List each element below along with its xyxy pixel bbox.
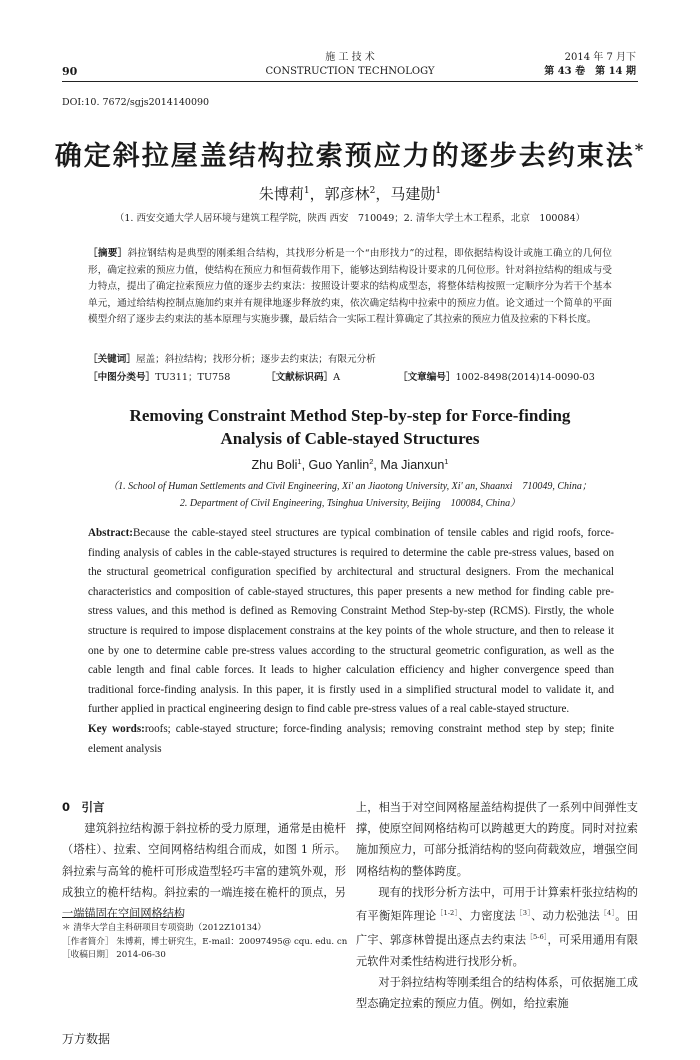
- author-cn-sup: 2: [369, 186, 376, 196]
- clc-value: TU311；TU758: [155, 372, 231, 383]
- author-en-sup: 2: [369, 457, 374, 466]
- author-cn: 马建勋: [390, 185, 436, 203]
- keywords-en-text: roofs; cable-stayed structure; force-finding analysis; removing constraint method step by step; finite element analysis: [88, 722, 615, 755]
- watermark: 万方数据: [62, 1032, 111, 1046]
- keywords-en: [88, 720, 614, 759]
- abstract-cn-label: ［摘要］: [88, 248, 128, 259]
- article-number: [398, 369, 595, 386]
- text-run: 现有的找形分析方法中，可用于计算索杆张拉结构的有平衡矩阵理论: [356, 885, 638, 923]
- journal-name-en: CONSTRUCTION TECHNOLOGY: [265, 66, 435, 77]
- keywords-cn-text: 屋盖；斜拉结构；找形分析；逐步去约束法；有限元分析: [135, 354, 376, 365]
- doc-label: ［文献标识码］: [266, 372, 334, 383]
- author-en: Zhu Boli: [251, 458, 298, 473]
- text-run: 。田广宇、郭彦林曾提出逐点去约束法: [356, 909, 638, 947]
- doi: DOI:10. 7672/sgjs2014140090: [62, 97, 210, 108]
- keywords-en-label: Key words:: [88, 722, 145, 735]
- journal-name-cn: 施 工 技 术: [325, 52, 375, 63]
- title-cn: [0, 134, 700, 173]
- affiliation-en-line1: （1. School of Human Settlements and Civil Engineering, Xi' an Jiaotong University, Xi' an, Shaanxi 710049, China；: [108, 481, 592, 492]
- page-number: 90: [62, 65, 78, 78]
- doc-code: [266, 369, 340, 386]
- affiliation-en-line2: 2. Department of Civil Engineering, Tsinghua University, Beijing 100084, China）: [179, 498, 521, 509]
- left-column: [62, 797, 346, 924]
- authors-en: Zhu Boli$^1$, Guo Yanlin$^2$, Ma Jianxun$^1$: [251, 457, 449, 473]
- right-column: [356, 797, 638, 1015]
- header-rule: [62, 81, 638, 82]
- title-en-line1: Removing Constraint Method Step-by-step for Force-finding: [129, 406, 571, 425]
- citation: ［3］: [515, 909, 532, 918]
- intro-paragraph-left: 建筑斜拉结构源于斜拉桥的受力原理，通常是由桅杆（塔柱）、拉索、空间网格结构组合而成，如图 1 所示。斜拉索与高耸的桅杆可形成造型轻巧丰富的建筑外观，形成独立的桅杆结构。斜拉索的一端连接在桅杆的顶点，另一端锚固在空间网格结构: [62, 822, 346, 921]
- right-paragraph-2: [356, 882, 638, 972]
- text-run: ，可采用通用有限元软件对柔性结构进行找形分析。: [356, 933, 638, 968]
- right-paragraph-1: 上，相当于对空间网格屋盖结构提供了一系列中间弹性支撑，使原空间网格结构可以跨越更大的跨度。同时对拉索施加预应力，可部分抵消结构的竖向荷载效应，增强空间网格结构的整体跨度。: [356, 801, 638, 878]
- abstract-en-label: Abstract:: [88, 527, 133, 539]
- affiliation-en: [0, 478, 700, 512]
- title-cn-text: 确定斜拉屋盖结构拉索预应力的逐步去约束法: [54, 141, 635, 172]
- author-en-sup: 1: [444, 457, 449, 466]
- citation: ［5-6］: [526, 932, 548, 941]
- abstract-cn: [88, 246, 612, 329]
- footnote-funding: ＊ 清华大学自主科研项目专项资助（2012Z10134）: [62, 923, 267, 933]
- affiliation-cn: （1. 西安交通大学人居环境与建筑工程学院，陕西 西安 710049；2. 清华大学土木工程系，北京 100084）: [114, 213, 586, 224]
- right-paragraph-3: 对于斜拉结构等刚柔组合的结构体系，可依据施工成型态确定拉索的预应力值。例如，给拉索施: [356, 976, 638, 1011]
- footnote-received: ［收稿日期］ 2014-06-30: [62, 950, 166, 960]
- text-run: 、力密度法: [458, 909, 516, 923]
- article-value: 1002-8498(2014)14-0090-03: [455, 372, 595, 383]
- footnotes: [62, 922, 348, 963]
- abstract-en-text: Because the cable-stayed steel structures are typical combination of tensile cables and rigid roofs, force-finding analysis of cables in the cable-stayed structures is required to determine the cable pre-stress values, based on the structural geometrical configuration specified by architectural and structural designers. From the mechanical characteristics and composition of cable-stayed structures, this paper presents a new method for finding cable pre-stress values, and this method is defined as Removing Constraint Method Step-by-step (RCMS). Firstly, the whole structure is required to impose displacement constrains at the key points of the whole structure, and then to release it one by one to determine cable pre-stress values according to the structural geometric configuration, as well as the cable length and final cable forces. It leads to higher calculation efficiency and higher convergence speed than traditional force-finding analysis. In this paper, it is firstly used in a simplified structural model to validate it, and further applied in practical engineering design to find cable pre-stress values of a real cable-stayed structure.: [88, 527, 614, 716]
- section-heading: 0 引言: [62, 800, 105, 814]
- keywords-cn-label: ［关键词］: [88, 354, 136, 365]
- title-en-line2: Analysis of Cable-stayed Structures: [220, 429, 480, 448]
- author-en: Guo Yanlin: [308, 458, 370, 473]
- footnote-rule: [62, 917, 182, 918]
- author-cn: 朱博莉: [258, 185, 304, 203]
- author-cn-sup: 1: [435, 186, 442, 196]
- classification-line: [88, 369, 612, 386]
- volume-issue: 第 43 卷 第 14 期: [544, 66, 636, 77]
- clc: [88, 369, 230, 386]
- footnote-author: ［作者简介］ 朱博莉，博士研究生，E-mail：20097495@ cqu. edu. cn: [62, 936, 348, 947]
- citation: ［1-2］: [436, 909, 459, 918]
- abstract-cn-text: 斜拉钢结构是典型的刚柔组合结构，其找形分析是一个“由形找力”的过程，即依据结构设计或施工确立的几何位形，确定拉索的预应力值，使结构在预应力和恒荷载作用下，能够达到结构设计要求的几何位形。针对斜拉结构的组成与受力特点，提出了确定拉索预应力值的逐步去约束法：按照设计要求的结构成型态，将整体结构按照一定顺序分为若干个基本单元，通过给结构控制点施加约束并有规律地逐步释放约束，依次确定结构中拉索中的预应力值。论文通过一个简单的平面模型介绍了逐步去约束法的基本原理与实施步骤，最后结合一实际工程计算确定了其拉索的预应力值及拉索的下料长度。: [88, 248, 612, 326]
- article-label: ［文章编号］: [398, 372, 456, 383]
- keywords-cn: [88, 352, 612, 369]
- author-en-sup: 1: [297, 457, 302, 466]
- clc-label: ［中图分类号］: [88, 372, 156, 383]
- title-en: [0, 404, 700, 450]
- citation: ［4］: [600, 909, 616, 918]
- doc-value: A: [333, 372, 341, 383]
- text-run: 、动力松弛法: [531, 909, 601, 923]
- authors-cn: 朱博莉$^1$，郭彦林$^2$，马建勋$^1$: [258, 185, 442, 203]
- author-en: Ma Jianxun: [380, 458, 445, 473]
- author-cn: 郭彦林: [324, 185, 370, 203]
- title-footnote-mark: *: [634, 140, 646, 159]
- author-cn-sup: 1: [303, 186, 310, 196]
- abstract-en: [88, 524, 614, 759]
- issue-date: 2014 年 7 月下: [564, 52, 636, 63]
